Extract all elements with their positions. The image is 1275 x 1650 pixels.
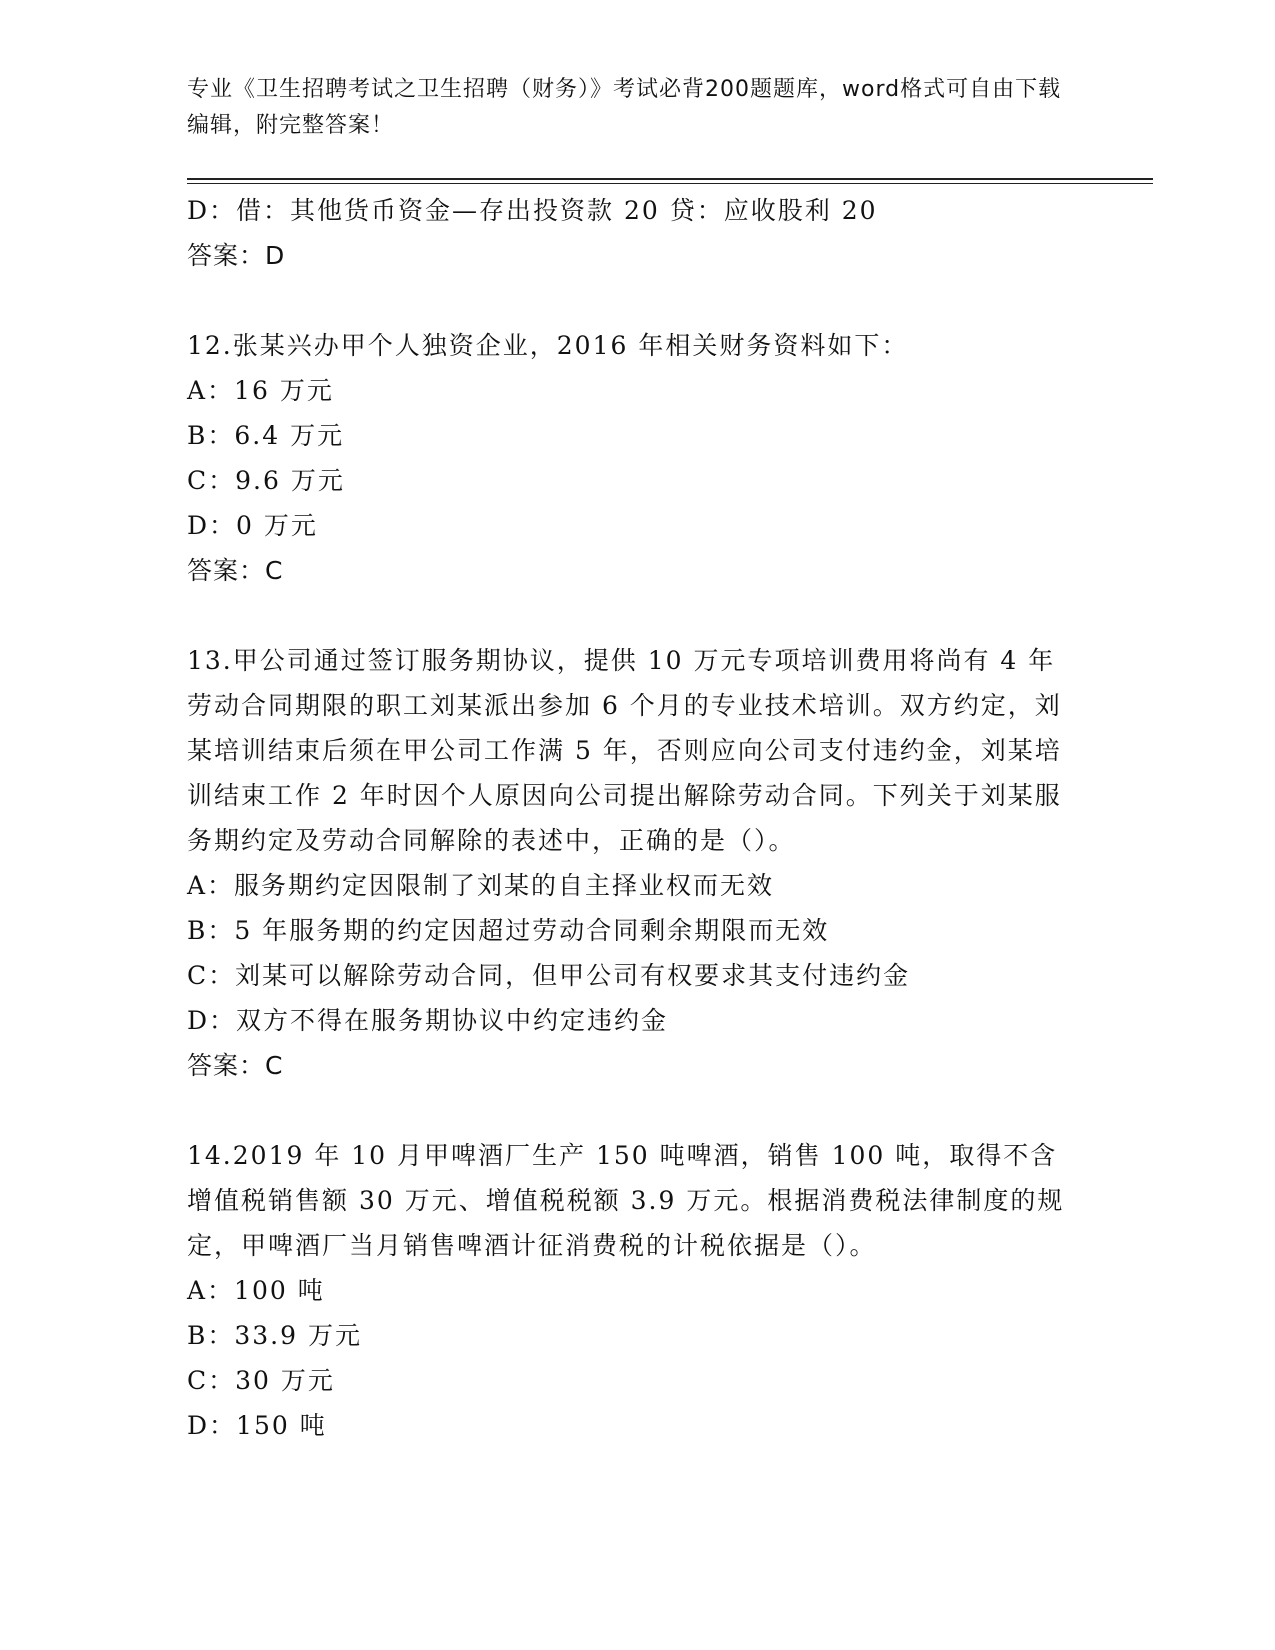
header-divider-thick bbox=[187, 178, 1153, 180]
prev-option-d: D：借：其他货币资金—存出投资款 20 贷：应收股利 20 bbox=[187, 196, 878, 225]
option-d: D：双方不得在服务期协议中约定违约金 bbox=[187, 1006, 669, 1035]
question-content bbox=[187, 188, 1087, 1448]
answer: 答案：C bbox=[187, 556, 284, 585]
answer: 答案：C bbox=[187, 1051, 284, 1080]
header-divider-thin bbox=[187, 183, 1153, 184]
question-13 bbox=[187, 638, 1087, 1088]
option-b: B：6.4 万元 bbox=[187, 421, 345, 450]
option-d: D：150 吨 bbox=[187, 1411, 327, 1440]
question-stem: 12.张某兴办甲个人独资企业，2016 年相关财务资料如下： bbox=[187, 331, 909, 360]
question-14 bbox=[187, 1133, 1087, 1448]
option-b: B：5 年服务期的约定因超过劳动合同剩余期限而无效 bbox=[187, 916, 830, 945]
spacer bbox=[187, 278, 1087, 323]
spacer bbox=[187, 1088, 1087, 1133]
question-stem: 14.2019 年 10 月甲啤酒厂生产 150 吨啤酒，销售 100 吨，取得不含增值税销售额 30 万元、增值税税额 3.9 万元。根据消费税法律制度的规定，甲啤酒厂当月销售啤酒计征消费税的计税依据是（）。 bbox=[187, 1141, 1065, 1260]
option-a: A：16 万元 bbox=[187, 376, 334, 405]
option-d: D：0 万元 bbox=[187, 511, 318, 540]
question-stem: 13.甲公司通过签订服务期协议，提供 10 万元专项培训费用将尚有 4 年劳动合同期限的职工刘某派出参加 6 个月的专业技术培训。双方约定，刘某培训结束后须在甲公司工作满 5 年，否则应向公司支付违约金，刘某培训结束工作 2 年时因个人原因向公司提出解除劳动合同。下列关于刘某服务期约定及劳动合同解除的表述中，正确的是（）。 bbox=[187, 646, 1062, 855]
prev-answer: 答案：D bbox=[187, 241, 286, 270]
question-12 bbox=[187, 323, 1087, 593]
option-c: C：30 万元 bbox=[187, 1366, 335, 1395]
option-a: A：服务期约定因限制了刘某的自主择业权而无效 bbox=[187, 871, 775, 900]
spacer bbox=[187, 593, 1087, 638]
option-a: A：100 吨 bbox=[187, 1276, 325, 1305]
option-c: C：刘某可以解除劳动合同，但甲公司有权要求其支付违约金 bbox=[187, 961, 911, 990]
option-c: C：9.6 万元 bbox=[187, 466, 345, 495]
page-header: 专业《卫生招聘考试之卫生招聘（财务）》考试必背200题题库，word格式可自由下载编辑，附完整答案！ bbox=[187, 77, 1062, 138]
option-b: B：33.9 万元 bbox=[187, 1321, 362, 1350]
